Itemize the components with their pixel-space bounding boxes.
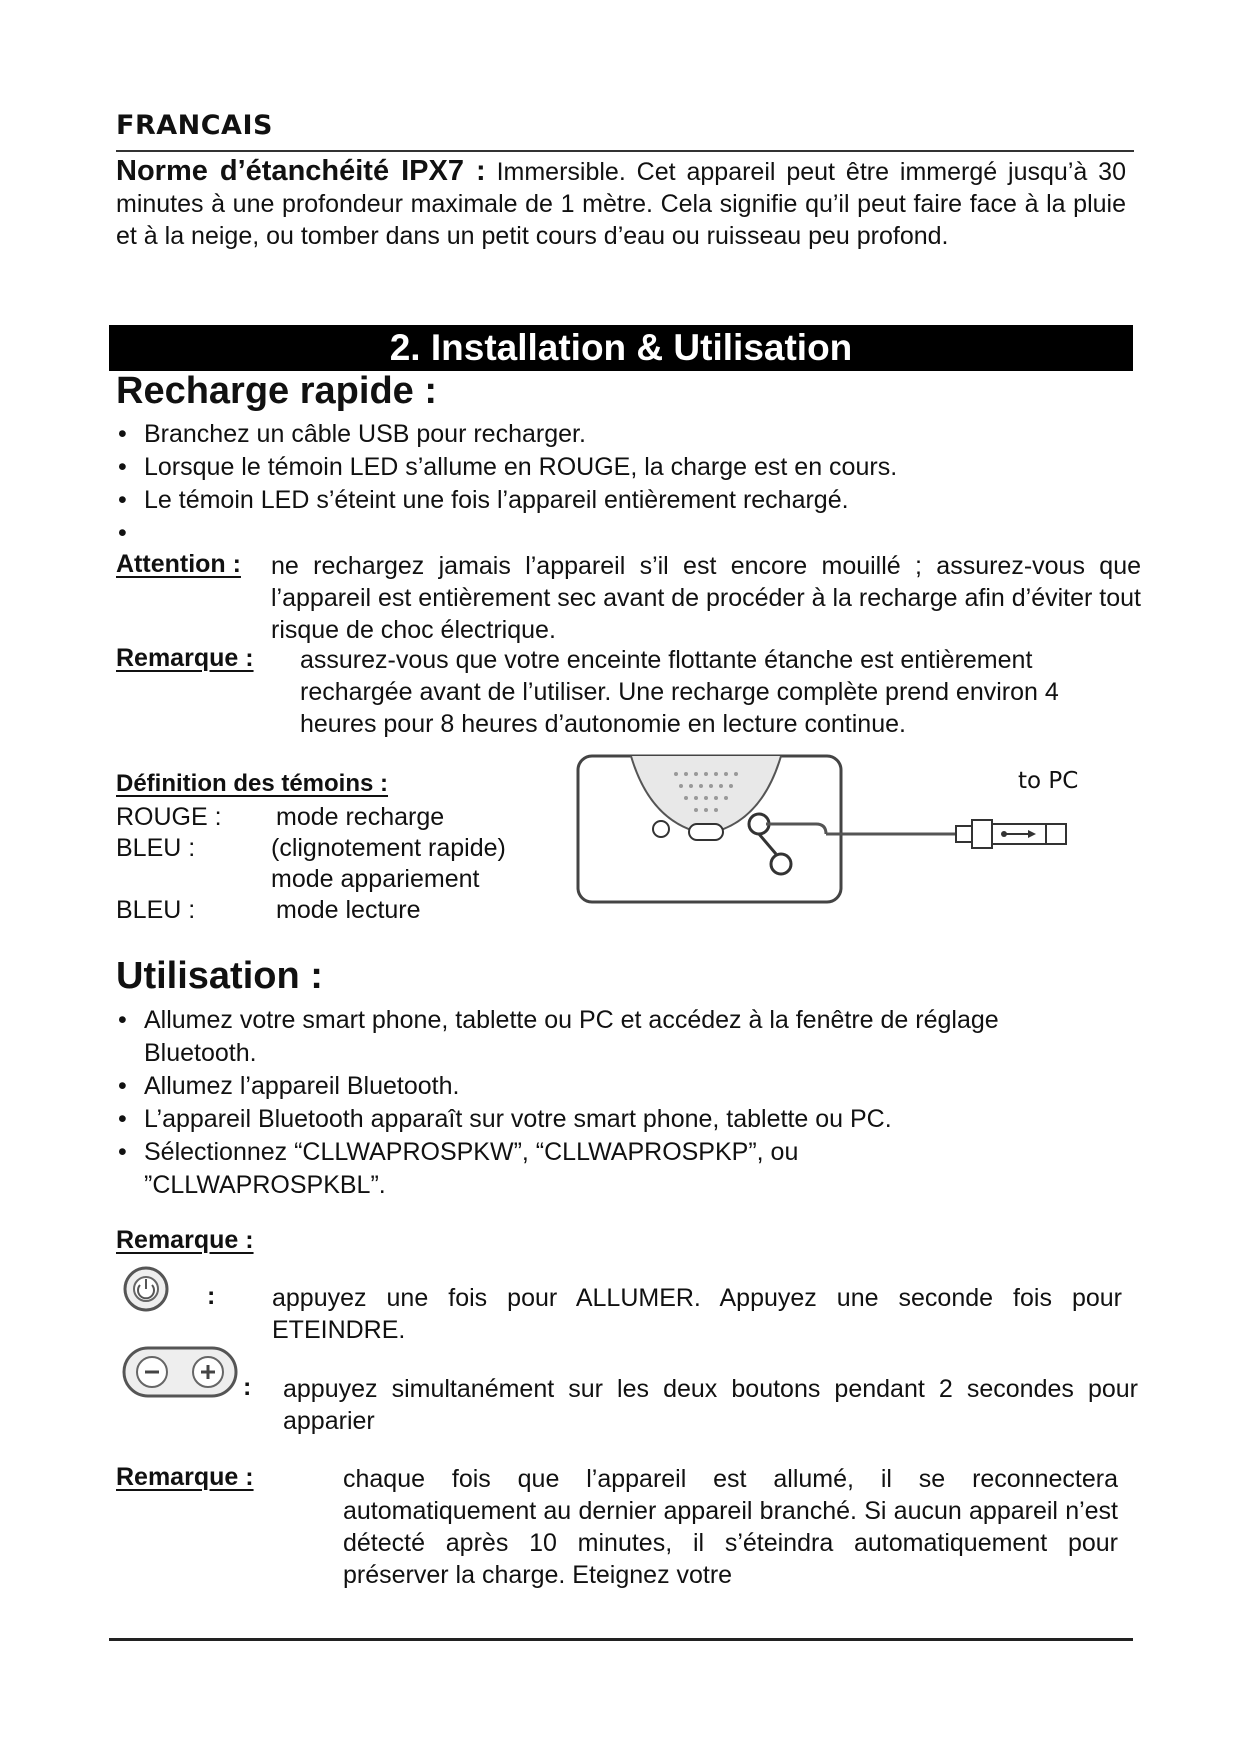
- header-divider: [116, 150, 1134, 152]
- ipx7-label: Norme d’étanchéité IPX7 :: [116, 155, 486, 187]
- led-definitions: [116, 802, 556, 926]
- pair-colon: :: [243, 1373, 252, 1401]
- usage-remark2-label: Remarque :: [116, 1463, 254, 1491]
- list-item: • Le témoin LED s’éteint une fois l’appareil entièrement rechargé.: [116, 484, 1116, 517]
- power-colon: :: [207, 1282, 216, 1310]
- led-label: BLEU :: [116, 834, 196, 862]
- remark-label: Remarque :: [116, 644, 254, 672]
- list-item: • Allumez votre smart phone, tablette ou PC et accédez à la fenêtre de réglage Bluetooth.: [116, 1004, 1076, 1070]
- section-title: 2. Installation & Utilisation: [109, 325, 1133, 371]
- recharge-heading: Recharge rapide :: [116, 370, 437, 412]
- usage-remark-label: Remarque :: [116, 1226, 254, 1254]
- led-value: (clignotement rapide) mode appariement: [271, 834, 506, 893]
- list-item: • Branchez un câble USB pour recharger.: [116, 418, 1116, 451]
- language-heading: FRANCAIS: [116, 110, 273, 141]
- led-value: mode recharge: [276, 803, 445, 831]
- usage-heading: Utilisation :: [116, 955, 323, 997]
- footer-divider: [109, 1638, 1133, 1641]
- power-text: appuyez une fois pour ALLUMER. Appuyez une seconde fois pour ETEINDRE.: [272, 1284, 1122, 1344]
- list-item: • Allumez l’appareil Bluetooth.: [116, 1070, 1076, 1103]
- usb-charging-illustration: [576, 754, 1106, 904]
- remark-text: assurez-vous que votre enceinte flottante étanche est entièrement rechargée avant de l’utiliser. Une recharge complète prend environ 4 heures pour 8 heures d’autonomie en lecture continue.: [300, 646, 1059, 738]
- usage-bullets: [116, 1004, 1076, 1202]
- led-value: mode lecture: [276, 896, 421, 924]
- attention-text: ne rechargez jamais l’appareil s’il est encore mouillé ; assurez-vous que l’appareil est entièrement sec avant de procéder à la recharge afin d’éviter tout risque de choc électrique.: [271, 552, 1141, 644]
- attention-label: Attention :: [116, 550, 241, 578]
- led-row-blue: [116, 895, 556, 926]
- list-item: • L’appareil Bluetooth apparaît sur votre smart phone, tablette ou PC.: [116, 1103, 1076, 1136]
- ipx7-paragraph: [116, 155, 1126, 252]
- pair-text: appuyez simultanément sur les deux boutons pendant 2 secondes pour apparier: [283, 1375, 1138, 1435]
- pair-buttons-icon: [122, 1344, 240, 1407]
- recharge-bullets: [116, 418, 1116, 517]
- usage-remark2-text: chaque fois que l’appareil est allumé, il se reconnectera automatiquement au dernier appareil branché. Si aucun appareil n’est détecté après 10 minutes, il s’éteindra automatiquement pour préserver la charge. Eteignez votre: [343, 1465, 1118, 1589]
- list-item: • Lorsque le témoin LED s’allume en ROUGE, la charge est en cours.: [116, 451, 1116, 484]
- list-item: • Sélectionnez “CLLWAPROSPKW”, “CLLWAPROSPKP”, ou ”CLLWAPROSPKBL”.: [116, 1136, 824, 1202]
- led-definitions-heading: Définition des témoins :: [116, 770, 389, 797]
- led-label: BLEU :: [116, 896, 196, 924]
- to-pc-label: to PC: [1018, 768, 1079, 794]
- led-row-blue-fast: [116, 833, 556, 895]
- power-button-icon: [122, 1265, 172, 1320]
- led-row-red: [116, 802, 556, 833]
- led-label: ROUGE :: [116, 803, 222, 831]
- ipx7-text: Immersible. Cet appareil peut être immergé jusqu’à 30 minutes à une profondeur maximale de 1 mètre. Cela signifie qu’il peut faire face à la pluie et à la neige, ou tomber dans un petit cours d’eau ou ruisseau peu profond.: [116, 158, 1126, 250]
